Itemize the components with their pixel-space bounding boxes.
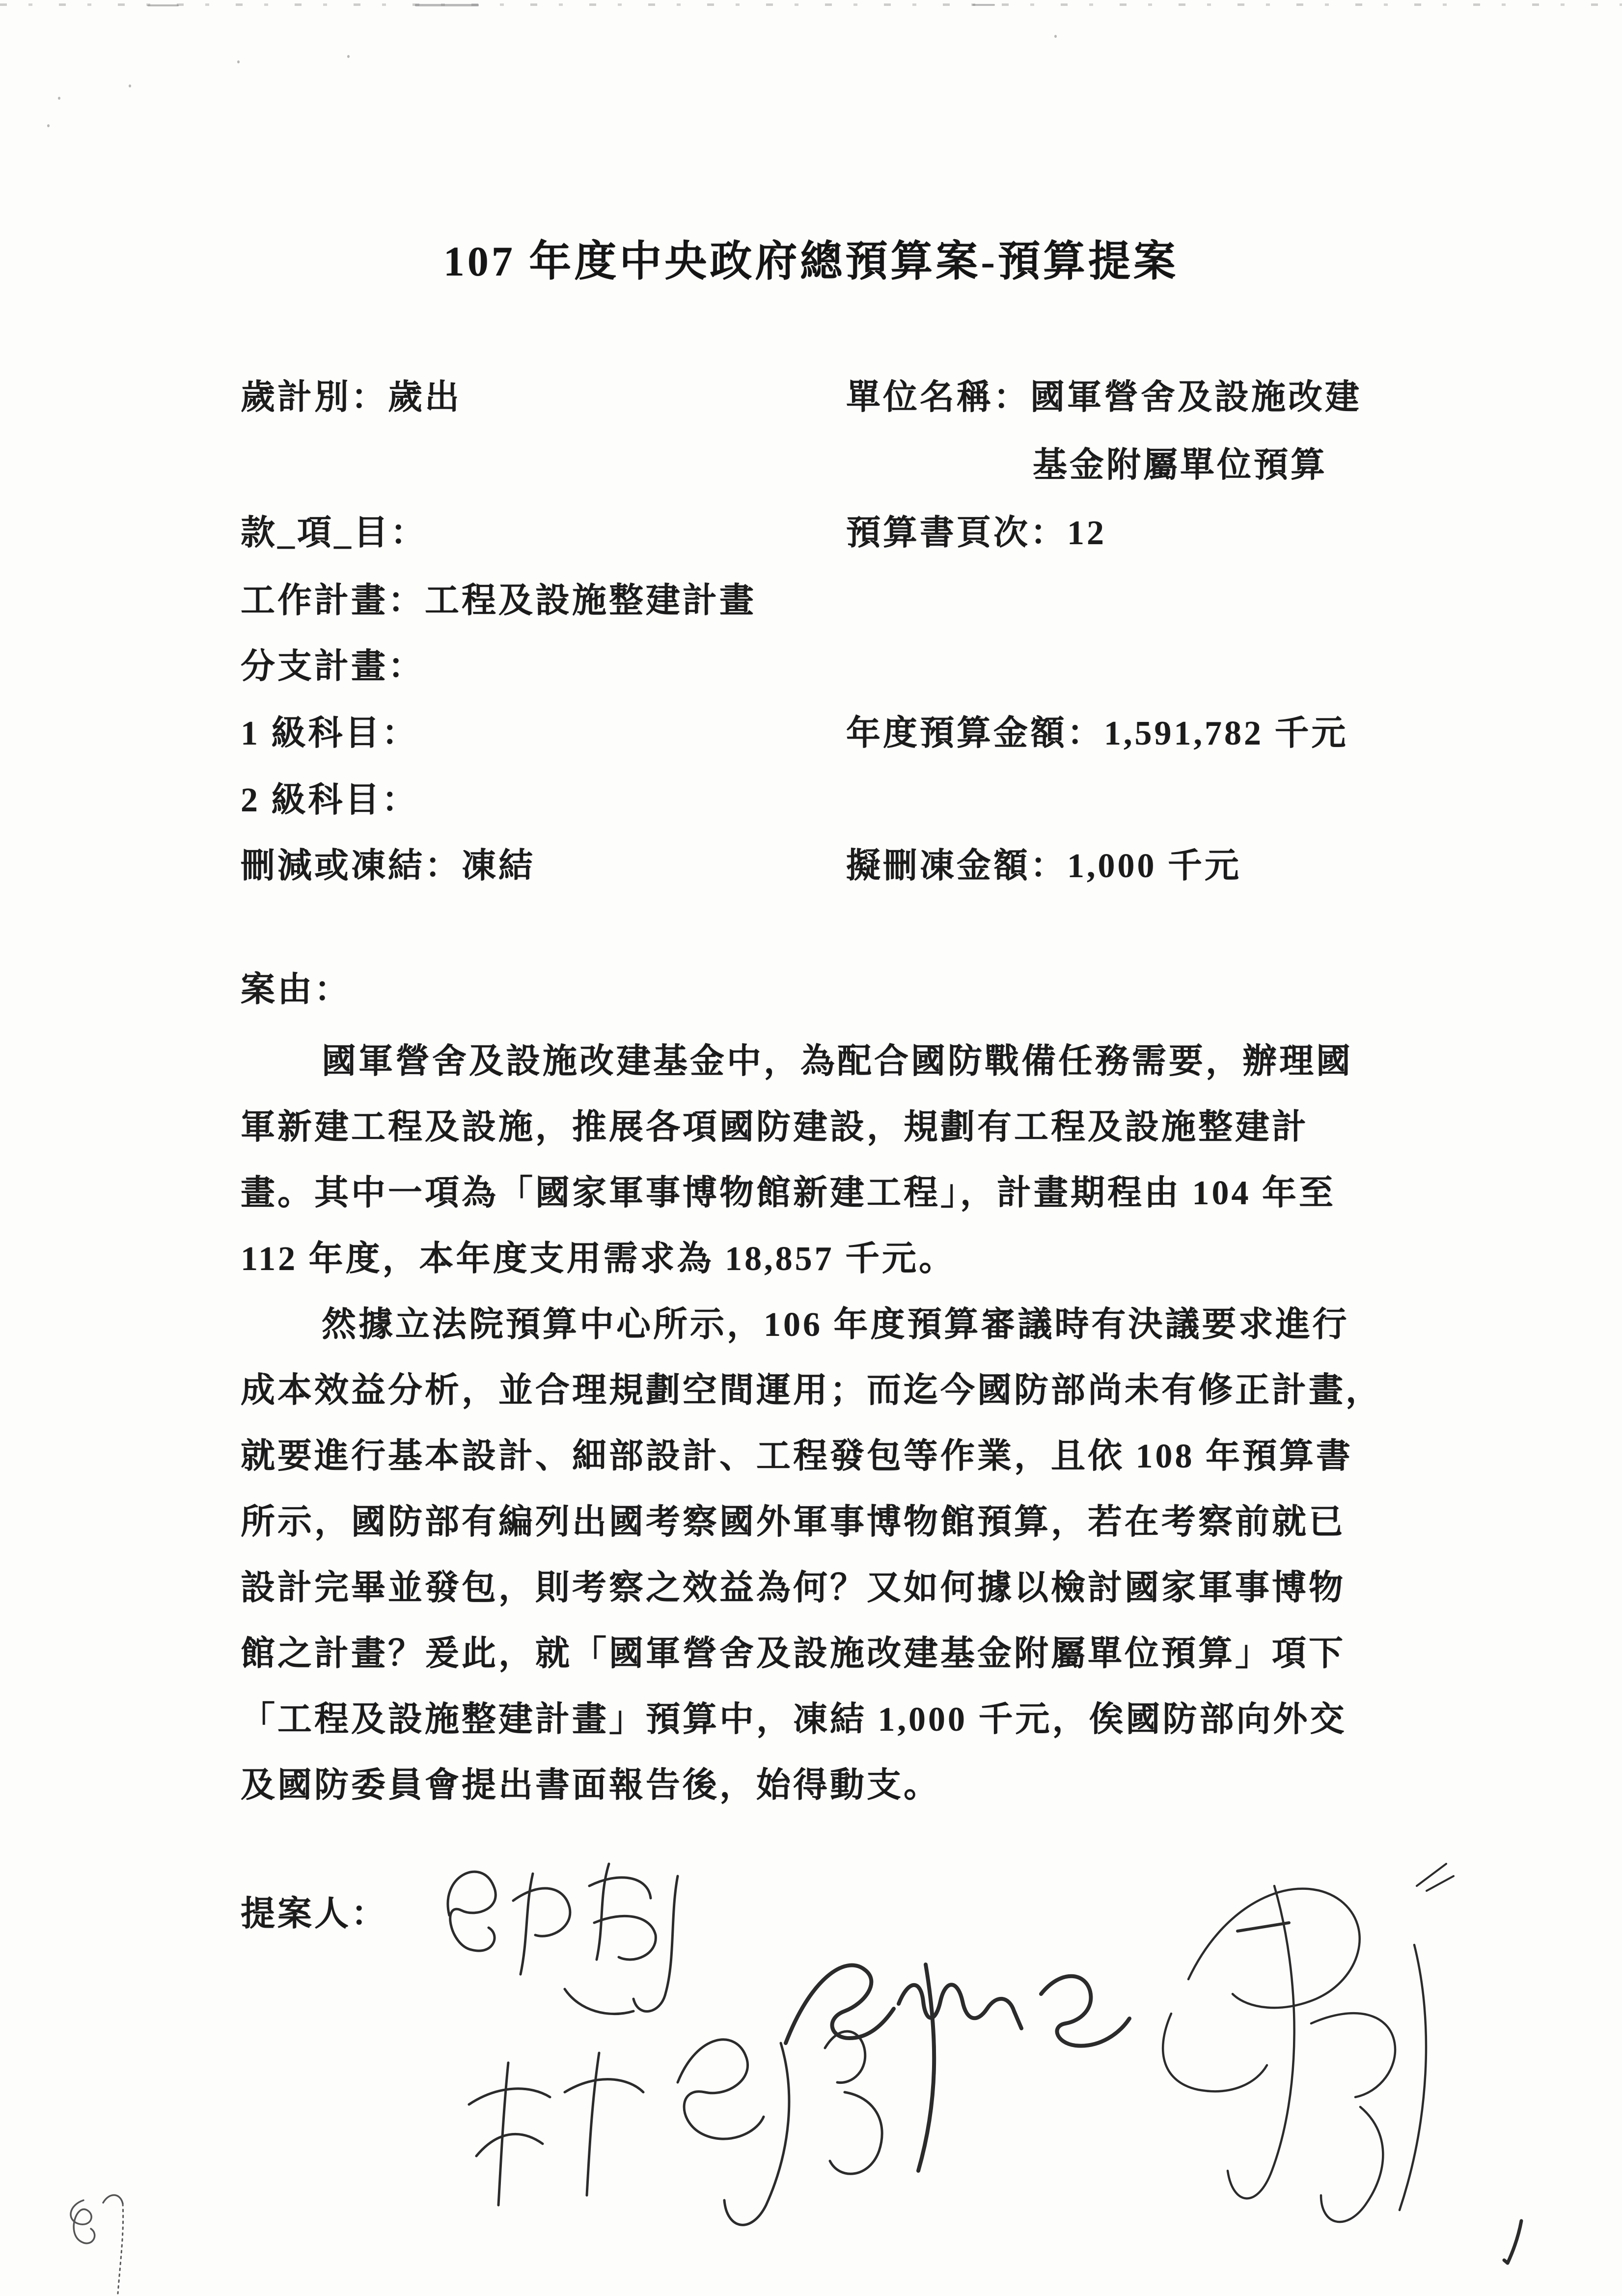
field-cut-or-freeze: 刪減或凍結：凍結	[241, 847, 535, 885]
scan-noise-line	[0, 3, 1622, 6]
paragraph2-line: 館之計畫？爰此，就「國軍營舍及設施改建基金附屬單位預算」項下	[241, 1635, 1346, 1673]
signature-3	[786, 1964, 1129, 2171]
scan-speck	[1054, 35, 1057, 38]
paragraph2-line: 所示，國防部有編列出國考察國外軍事博物館預算，若在考察前就已	[241, 1503, 1346, 1541]
field-annual-budget: 年度預算金額：1,591,782 千元	[846, 715, 1348, 752]
field-unit-name-line2: 基金附屬單位預算	[1033, 446, 1327, 484]
paragraph2-line: 及國防委員會提出書面報告後，始得動支。	[241, 1767, 940, 1804]
scan-noise-segment	[147, 4, 179, 6]
field-freeze-amount: 擬刪凍金額：1,000 千元	[846, 847, 1241, 885]
paragraph2-line: 「工程及設施整建計畫」預算中，凍結 1,000 千元，俟國防部向外交	[241, 1701, 1347, 1739]
field-level2-subject: 2 級科目：	[241, 781, 419, 819]
paragraph1-line: 112 年度，本年度支用需求為 18,857 千元。	[241, 1240, 956, 1278]
paragraph1-line: 畫。其中一項為「國家軍事博物館新建工程」，計畫期程由 104 年至	[241, 1174, 1336, 1212]
scan-speck	[129, 84, 131, 87]
pencil-corner-mark	[47, 2173, 155, 2296]
field-branch-plan: 分支計畫：	[241, 648, 425, 686]
field-budget-book-page: 預算書頁次：12	[846, 514, 1106, 552]
field-work-plan: 工作計畫：工程及設施整建計畫	[241, 582, 756, 620]
signature-2	[469, 2031, 882, 2225]
paragraph2-line: 就要進行基本設計、細部設計、工程發包等作業，且依 108 年預算書	[241, 1438, 1353, 1475]
field-level1-subject: 1 級科目：	[241, 715, 419, 752]
case-heading: 案由：	[241, 971, 351, 1009]
field-fiscal-type: 歲計別：歲出	[241, 379, 462, 416]
paragraph1-line: 國軍營舍及設施改建基金中，為配合國防戰備任務需要，辦理國	[322, 1043, 1353, 1080]
paragraph2-line: 然據立法院預算中心所示，106 年度預算審議時有決議要求進行	[322, 1306, 1349, 1344]
signatures-ink	[403, 1817, 1512, 2284]
signature-stray-strokes	[1237, 1864, 1454, 1931]
handwritten-page-number	[1493, 2215, 1532, 2269]
proposer-label: 提案人：	[241, 1895, 388, 1933]
scan-noise-segment	[972, 4, 995, 6]
field-item-label: 款_項_目：	[241, 514, 427, 552]
scan-noise-segment	[415, 4, 479, 6]
scan-speck	[347, 55, 350, 58]
scan-speck	[47, 124, 50, 127]
signature-1	[448, 1864, 678, 2014]
paragraph2-line: 設計完畢並發包，則考察之效益為何？又如何據以檢討國家軍事博物	[241, 1569, 1346, 1607]
scan-speck	[237, 60, 240, 63]
page-title: 107 年度中央政府總預算案-預算提案	[443, 238, 1179, 285]
field-unit-name-line1: 單位名稱：國軍營舍及設施改建	[846, 379, 1362, 416]
scan-speck	[58, 97, 60, 100]
paragraph2-line: 成本效益分析，並合理規劃空間運用；而迄今國防部尚未有修正計畫，	[241, 1372, 1382, 1410]
signature-4	[1163, 1886, 1426, 2222]
paragraph1-line: 軍新建工程及設施，推展各項國防建設，規劃有工程及設施整建計	[241, 1108, 1309, 1146]
